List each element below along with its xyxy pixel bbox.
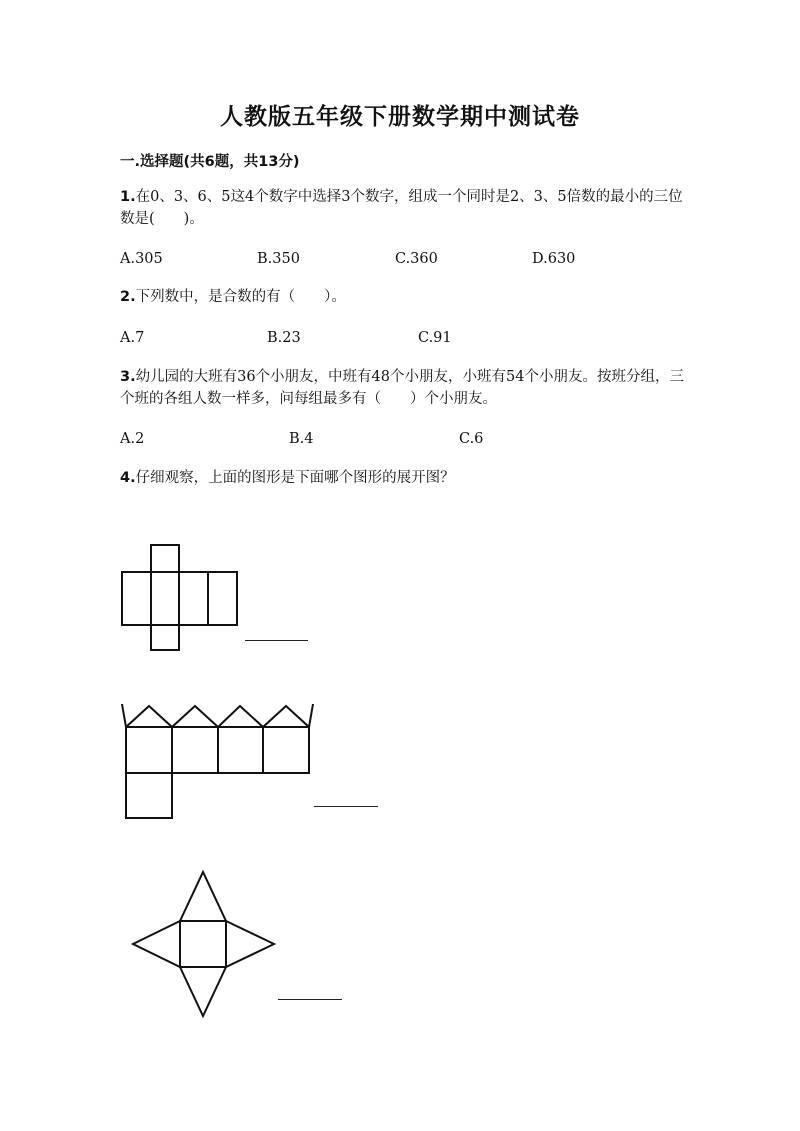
question-3: [120, 366, 690, 410]
net-face: [151, 545, 179, 572]
net-face: [122, 572, 151, 625]
prism-net: [122, 704, 313, 818]
net-roof: [122, 704, 313, 727]
net-face: [151, 572, 179, 625]
option-3b[interactable]: B.4: [289, 431, 314, 447]
section-heading: 一.选择题(共6题，共13分): [120, 154, 300, 170]
net-face: [172, 727, 218, 773]
net-face: [208, 572, 237, 625]
question-4: [120, 467, 690, 489]
net-face: [126, 727, 172, 773]
net-triangle: [180, 872, 226, 921]
answer-blank-3[interactable]: [278, 999, 342, 1000]
option-2a[interactable]: A.7: [120, 330, 145, 346]
pyramid-net: [133, 872, 274, 1016]
net-base: [180, 921, 226, 967]
question-number: 1.: [120, 189, 136, 205]
net-face: [151, 625, 179, 650]
cube-net: [122, 545, 237, 650]
option-1d[interactable]: D.630: [532, 251, 576, 267]
question-text: 在0、3、6、5这4个数字中选择3个数字，组成一个同时是2、3、5倍数的最小的三位数是( )。: [120, 189, 683, 227]
answer-blank-1[interactable]: [245, 640, 308, 641]
page-title: 人教版五年级下册数学期中测试卷: [220, 104, 580, 130]
net-triangle: [133, 921, 180, 967]
question-number: 4.: [120, 470, 136, 486]
net-triangle: [180, 967, 226, 1016]
net-face: [218, 727, 263, 773]
option-1c[interactable]: C.360: [395, 251, 438, 267]
net-face: [126, 773, 172, 818]
net-triangle: [226, 921, 274, 967]
question-text: 幼儿园的大班有36个小朋友，中班有48个小朋友，小班有54个小朋友。按班分组，三个班的各组人数一样多，问每组最多有（ ）个小朋友。: [120, 369, 684, 407]
net-face: [263, 727, 309, 773]
option-3c[interactable]: C.6: [459, 431, 484, 447]
question-text: 下列数中，是合数的有（ ）。: [135, 289, 346, 305]
option-2c[interactable]: C.91: [418, 330, 452, 346]
question-2: [120, 286, 690, 308]
option-1b[interactable]: B.350: [257, 251, 300, 267]
question-number: 3.: [120, 369, 136, 385]
option-1a[interactable]: A.305: [120, 251, 163, 267]
answer-blank-2[interactable]: [314, 806, 378, 807]
net-face: [179, 572, 208, 625]
option-3a[interactable]: A.2: [120, 431, 145, 447]
option-2b[interactable]: B.23: [267, 330, 301, 346]
question-1: [120, 186, 690, 230]
question-number: 2.: [120, 289, 136, 305]
question-text: 仔细观察，上面的图形是下面哪个图形的展开图？: [135, 470, 455, 486]
